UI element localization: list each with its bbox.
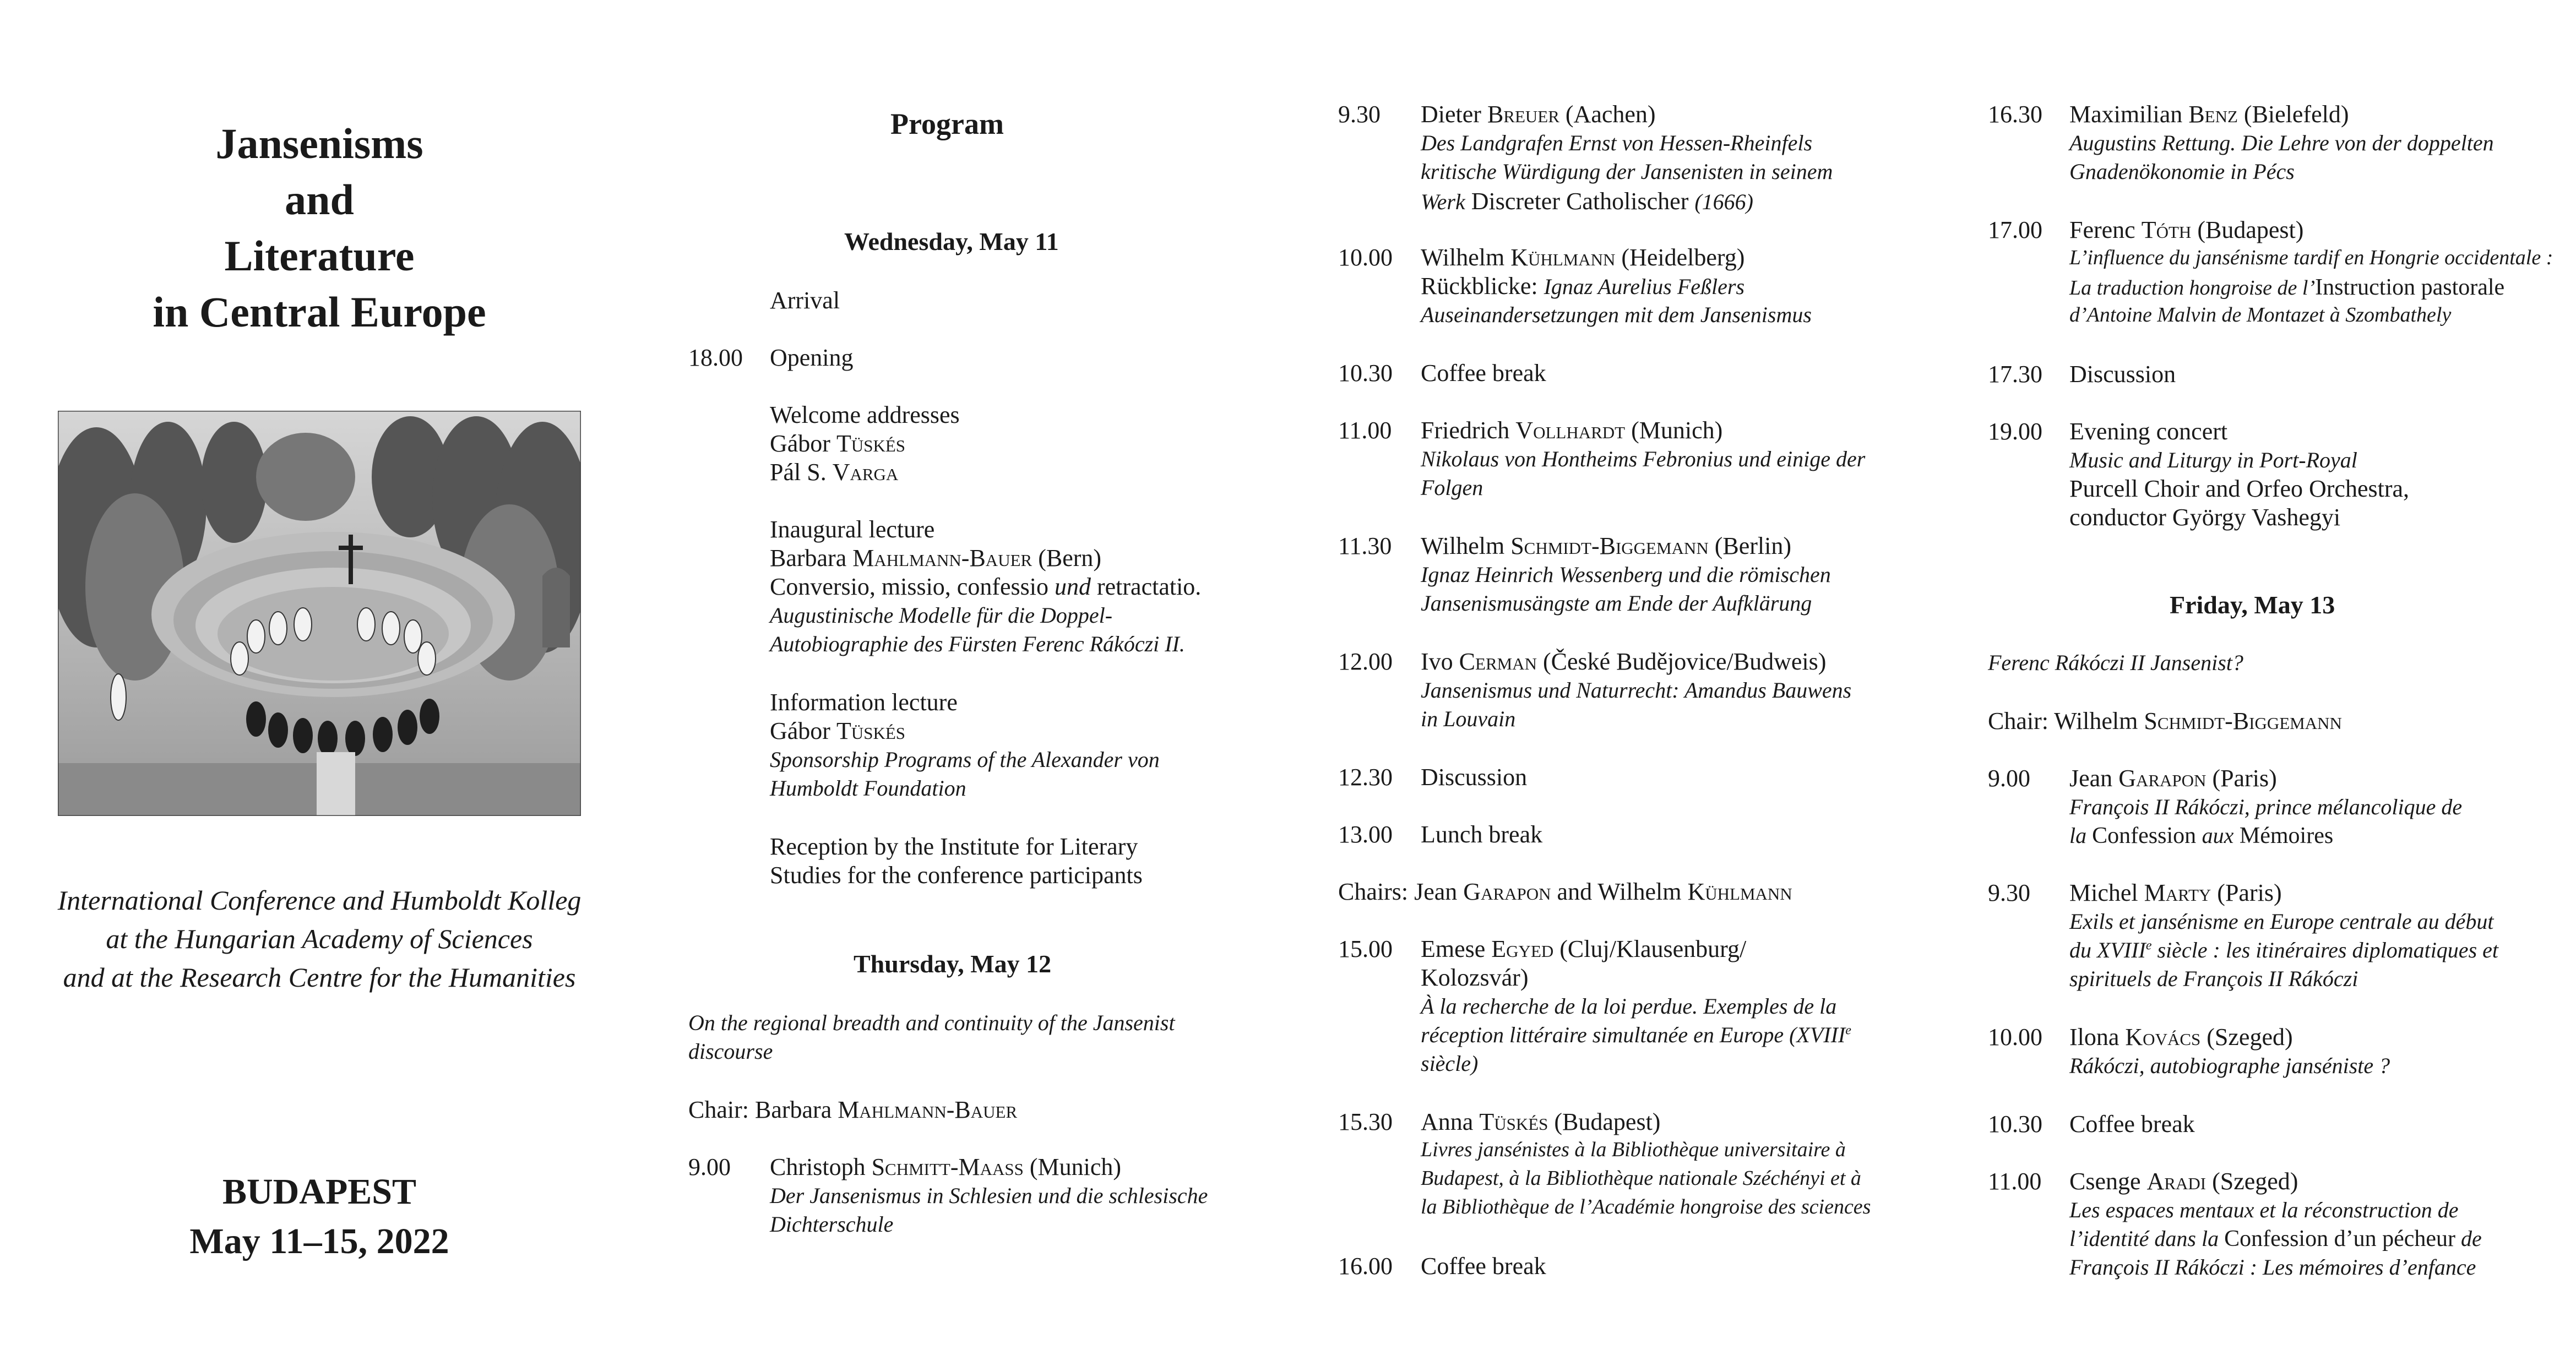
lecture-title: Exils et jansénisme en Europe centrale au début <box>2069 909 2494 934</box>
discussion: Discussion <box>1421 764 1528 791</box>
lecture-title: Jansenismusängste am Ende der Aufklärung <box>1421 591 1812 616</box>
inaugural-lecture: Inaugural lecture <box>770 516 935 543</box>
reception: Studies for the conference participants <box>770 862 1143 889</box>
time: 10.30 <box>1338 360 1393 387</box>
time: 13.00 <box>1338 821 1393 848</box>
subtitle-line: International Conference and Humboldt Kolleg <box>57 885 581 916</box>
title-line: in Central Europe <box>153 288 486 336</box>
session-chair: Chair: Wilhelm Schmidt-Biggemann <box>1988 708 2342 734</box>
time: 10.00 <box>1338 244 1393 271</box>
coffee-break: Coffee break <box>1421 1253 1546 1280</box>
session-theme: Ferenc Rákóczi II Jansenist? <box>1988 650 2243 675</box>
time: 12.00 <box>1338 648 1393 675</box>
time: 12.30 <box>1338 764 1393 791</box>
speaker: Ilona Kovács (Szeged) <box>2069 1024 2293 1051</box>
lecture-subtitle: Autobiographie des Fürsten Ferenc Rákóczi II. <box>770 632 1185 656</box>
lecture-title: Gnadenökonomie in Pécs <box>2069 159 2295 184</box>
subtitle-line: at the Hungarian Academy of Sciences <box>106 923 533 954</box>
performers: Purcell Choir and Orfeo Orchestra, <box>2069 475 2410 502</box>
conference-subtitle <box>17 881 622 997</box>
time: 9.30 <box>1338 101 1381 128</box>
time: 9.00 <box>688 1153 731 1180</box>
speaker: Barbara Mahlmann-Bauer (Bern) <box>770 545 1102 572</box>
lecture-title: siècle) <box>1421 1051 1479 1076</box>
speaker: Maximilian Benz (Bielefeld) <box>2069 101 2349 128</box>
time: 9.30 <box>1988 879 2030 906</box>
lecture-title: Livres jansénistes à la Bibliothèque universitaire à <box>1421 1138 1846 1161</box>
lecture-title: spirituels de François II Rákóczi <box>2069 966 2358 991</box>
time: 11.00 <box>1338 417 1392 444</box>
lecture-title: Budapest, à la Bibliothèque nationale Széchényi et à <box>1421 1167 1861 1190</box>
welcome-addresses: Welcome addresses <box>770 401 960 428</box>
time: 15.00 <box>1338 935 1393 962</box>
program-panel-3 <box>1971 0 2576 1366</box>
time: 17.00 <box>1988 216 2042 243</box>
program-panel-2 <box>1322 0 1971 1366</box>
time: 15.30 <box>1338 1108 1393 1135</box>
speaker: Gábor Tüskés <box>770 717 906 744</box>
day-heading-friday: Friday, May 13 <box>2170 591 2335 619</box>
time: 10.00 <box>1988 1024 2042 1051</box>
dates: May 11–15, 2022 <box>189 1221 449 1261</box>
subtitle-line: and at the Research Centre for the Humanities <box>63 962 576 993</box>
lecture-title: L’influence du jansénisme tardif en Hongrie occidentale : <box>2069 246 2553 269</box>
session-chairs: Chairs: Jean Garapon and Wilhelm Kühlmann <box>1338 878 1792 905</box>
lecture-title: Augustins Rettung. Die Lehre von der doppelten <box>2069 130 2494 155</box>
lecture-title: réception littéraire simultanée en Europe (XVIIIe <box>1421 1022 1851 1047</box>
program-heading: Program <box>890 107 1004 140</box>
lecture-title: Rückblicke: Ignaz Aurelius Feßlers <box>1421 273 1745 300</box>
session-chair: Chair: Barbara Mahlmann-Bauer <box>688 1096 1018 1123</box>
title-line: and <box>285 176 354 224</box>
cover-engraving <box>58 411 581 816</box>
lecture-title: Nikolaus von Hontheims Febronius und einige der <box>1421 447 1866 471</box>
lecture-subtitle: Augustinische Modelle für die Doppel- <box>770 603 1113 628</box>
lecture-title: Dichterschule <box>770 1212 894 1237</box>
discussion: Discussion <box>2069 361 2176 388</box>
cover-panel <box>0 0 639 1366</box>
lecture-title: Der Jansenismus in Schlesien und die schlesische <box>770 1183 1208 1208</box>
title-line: Literature <box>224 232 415 280</box>
concert-title: Music and Liturgy in Port-Royal <box>2069 448 2357 472</box>
city: BUDAPEST <box>222 1172 417 1212</box>
time: 10.30 <box>1988 1111 2042 1138</box>
session-theme: discourse <box>688 1039 773 1064</box>
lecture-title: Humboldt Foundation <box>770 776 966 801</box>
information-lecture: Information lecture <box>770 689 958 716</box>
speaker: Dieter Breuer (Aachen) <box>1421 101 1656 128</box>
evening-concert: Evening concert <box>2069 418 2228 445</box>
speaker: Friedrich Vollhardt (Munich) <box>1421 417 1723 444</box>
reception: Reception by the Institute for Literary <box>770 833 1138 860</box>
speaker: Gábor Tüskés <box>770 430 906 457</box>
lecture-title: Ignaz Heinrich Wessenberg und die römischen <box>1421 562 1831 587</box>
lecture-title: Sponsorship Programs of the Alexander von <box>770 747 1160 772</box>
conference-place-date <box>33 1167 606 1266</box>
time: 11.00 <box>1988 1168 2042 1195</box>
program-panel-1 <box>639 0 1322 1366</box>
session-theme: On the regional breadth and continuity of the Jansenist <box>688 1010 1175 1035</box>
lecture-title: La traduction hongroise de l’Instruction pastorale <box>2069 275 2505 300</box>
lecture-title: François II Rákóczi, prince mélancolique de <box>2069 794 2463 819</box>
speaker: Anna Tüskés (Budapest) <box>1421 1108 1661 1135</box>
lunch-break: Lunch break <box>1421 821 1543 848</box>
coffee-break: Coffee break <box>2069 1111 2195 1138</box>
speaker: Christoph Schmitt-Maass (Munich) <box>770 1153 1122 1180</box>
conference-title <box>77 116 562 340</box>
opening: Opening <box>770 344 854 371</box>
speaker: Jean Garapon (Paris) <box>2069 765 2277 792</box>
day-heading-wednesday: Wednesday, May 11 <box>844 227 1059 255</box>
speaker: Ivo Cerman (České Budějovice/Budweis) <box>1421 648 1827 675</box>
lecture-title: Werk Discreter Catholischer (1666) <box>1421 188 1753 215</box>
speaker: Pál S. Varga <box>770 459 899 486</box>
speaker: Csenge Aradi (Szeged) <box>2069 1168 2298 1195</box>
time: 17.30 <box>1988 361 2042 388</box>
lecture-title: François II Rákóczi : Les mémoires d’enfance <box>2069 1255 2476 1280</box>
speaker: Ferenc Tóth (Budapest) <box>2069 216 2304 243</box>
lecture-title: du XVIIIe siècle : les itinéraires diplomatiques et <box>2069 938 2498 962</box>
lecture-title: Conversio, missio, confessio und retractatio. <box>770 573 1202 600</box>
title-line: Jansenisms <box>215 119 423 167</box>
coffee-break: Coffee break <box>1421 360 1546 387</box>
speaker-place: Kolozsvár) <box>1421 964 1529 991</box>
lecture-title: À la recherche de la loi perdue. Exemples de la <box>1421 994 1837 1019</box>
lecture-title: Jansenismus und Naturrecht: Amandus Bauwens <box>1421 678 1852 703</box>
time: 16.00 <box>1338 1253 1393 1280</box>
speaker: Wilhelm Schmidt-Biggemann (Berlin) <box>1421 532 1792 559</box>
conductor: conductor György Vashegyi <box>2069 504 2341 531</box>
speaker: Wilhelm Kühlmann (Heidelberg) <box>1421 244 1745 271</box>
lecture-title: Folgen <box>1421 475 1483 500</box>
lecture-title: la Bibliothèque de l’Académie hongroise des sciences <box>1421 1195 1871 1218</box>
time: 16.30 <box>1988 101 2042 128</box>
lecture-title: la Confession aux Mémoires <box>2069 823 2334 848</box>
speaker: Emese Egyed (Cluj/Klausenburg/ <box>1421 935 1747 962</box>
speaker: Michel Marty (Paris) <box>2069 879 2282 906</box>
time: 19.00 <box>1988 418 2042 445</box>
lecture-title: in Louvain <box>1421 706 1516 731</box>
lecture-title: kritische Würdigung der Jansenisten in seinem <box>1421 159 1833 184</box>
arrival: Arrival <box>770 287 840 314</box>
time: 9.00 <box>1988 765 2030 792</box>
lecture-title: Auseinandersetzungen mit dem Jansenismus <box>1421 302 1812 327</box>
lecture-title: Les espaces mentaux et la réconstruction de <box>2069 1198 2459 1222</box>
lecture-title: d’Antoine Malvin de Montazet à Szombathely <box>2069 303 2452 326</box>
day-heading-thursday: Thursday, May 12 <box>854 950 1052 978</box>
lecture-title: l’identité dans la Confession d’un pécheur de <box>2069 1226 2482 1251</box>
lecture-title: Rákóczi, autobiographe janséniste ? <box>2069 1053 2390 1078</box>
lecture-title: Des Landgrafen Ernst von Hessen-Rheinfels <box>1421 130 1813 155</box>
time: 18.00 <box>688 344 743 371</box>
time: 11.30 <box>1338 532 1392 559</box>
